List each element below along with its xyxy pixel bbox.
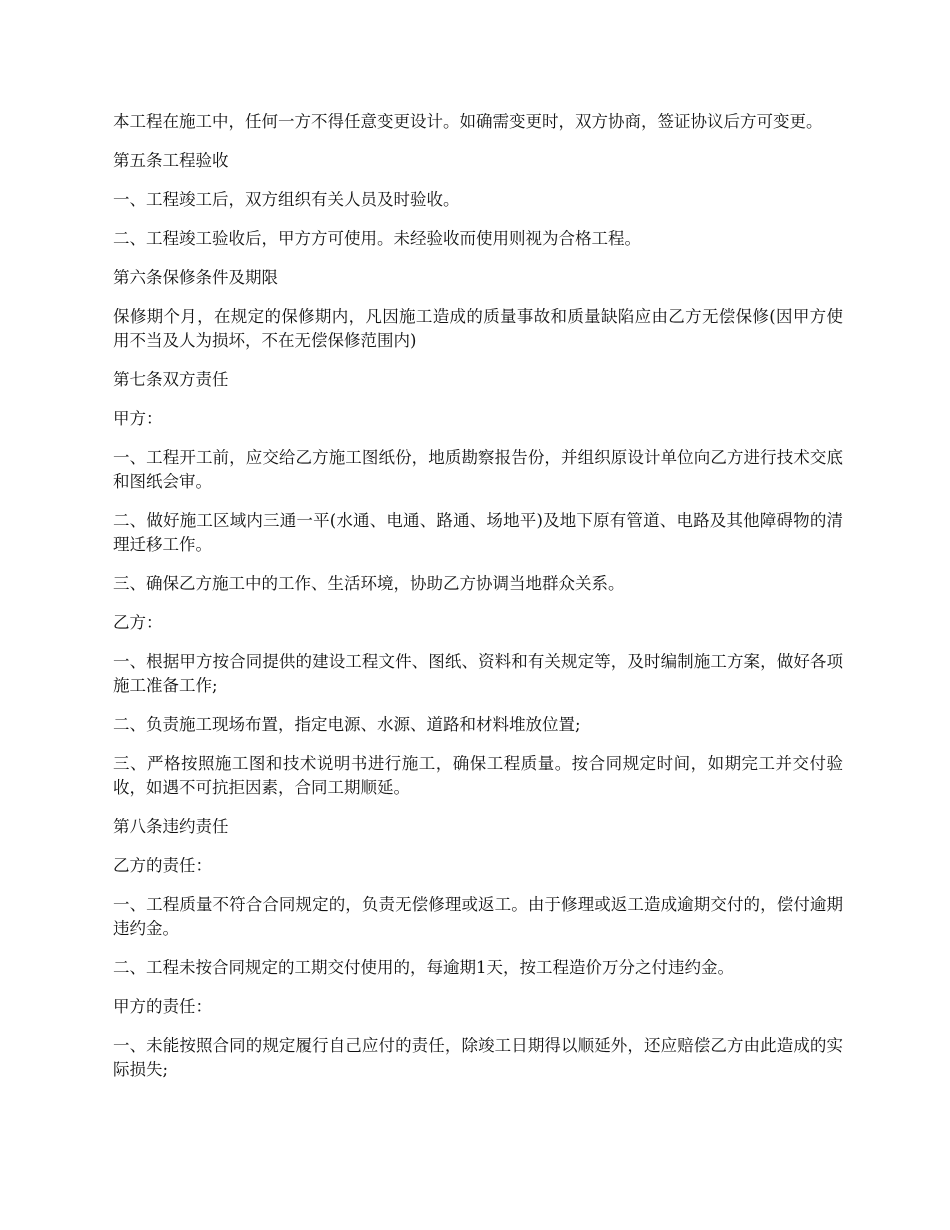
paragraph-party-b-1: 一、根据甲方按合同提供的建设工程文件、图纸、资料和有关规定等，及时编制施工方案，做好各项施工准备工作; <box>113 652 843 695</box>
paragraph-party-b-2: 二、负责施工现场布置，指定电源、水源、道路和材料堆放位置; <box>113 715 581 734</box>
heading-article-6: 第六条保修条件及期限 <box>113 268 278 287</box>
label-party-b-liability: 乙方的责任： <box>113 856 212 875</box>
heading-article-5: 第五条工程验收 <box>113 151 229 170</box>
label-party-a-liability: 甲方的责任： <box>113 997 212 1016</box>
paragraph-party-a-liability-1: 一、未能按照合同的规定履行自己应付的责任，除竣工日期得以顺延外，还应赔偿乙方由此造成的实际损失; <box>113 1036 843 1079</box>
paragraph-party-a-1: 一、工程开工前，应交给乙方施工图纸份，地质勘察报告份，并组织原设计单位向乙方进行技术交底和图纸会审。 <box>113 448 843 491</box>
paragraph-party-a-3: 三、确保乙方施工中的工作、生活环境，协助乙方协调当地群众关系。 <box>113 574 625 593</box>
paragraph-design-change: 本工程在施工中，任何一方不得任意变更设计。如确需变更时，双方协商，签证协议后方可变更。 <box>113 112 823 131</box>
heading-article-8: 第八条违约责任 <box>113 817 229 836</box>
paragraph-party-b-liability-1: 一、工程质量不符合合同规定的，负责无偿修理或返工。由于修理或返工造成逾期交付的，偿付逾期违约金。 <box>113 895 843 938</box>
heading-article-7: 第七条双方责任 <box>113 370 229 389</box>
paragraph-acceptance-2: 二、工程竣工验收后，甲方方可使用。未经验收而使用则视为合格工程。 <box>113 229 641 248</box>
paragraph-party-b-liability-2: 二、工程未按合同规定的工期交付使用的，每逾期1天，按工程造价万分之付违约金。 <box>113 958 734 977</box>
paragraph-party-a-2: 二、做好施工区域内三通一平(水通、电通、路通、场地平)及地下原有管道、电路及其他障碍物的清理迁移工作。 <box>113 511 843 554</box>
label-party-b: 乙方： <box>113 613 163 632</box>
paragraph-party-b-3: 三、严格按照施工图和技术说明书进行施工，确保工程质量。按合同规定时间，如期完工并交付验收，如遇不可抗拒因素，合同工期顺延。 <box>113 754 843 797</box>
document-body <box>113 110 843 1097</box>
paragraph-acceptance-1: 一、工程竣工后，双方组织有关人员及时验收。 <box>113 190 460 209</box>
paragraph-warranty: 保修期个月，在规定的保修期内，凡因施工造成的质量事故和质量缺陷应由乙方无偿保修(因甲方使用不当及人为损坏，不在无偿保修范围内) <box>113 307 843 350</box>
label-party-a: 甲方： <box>113 409 163 428</box>
